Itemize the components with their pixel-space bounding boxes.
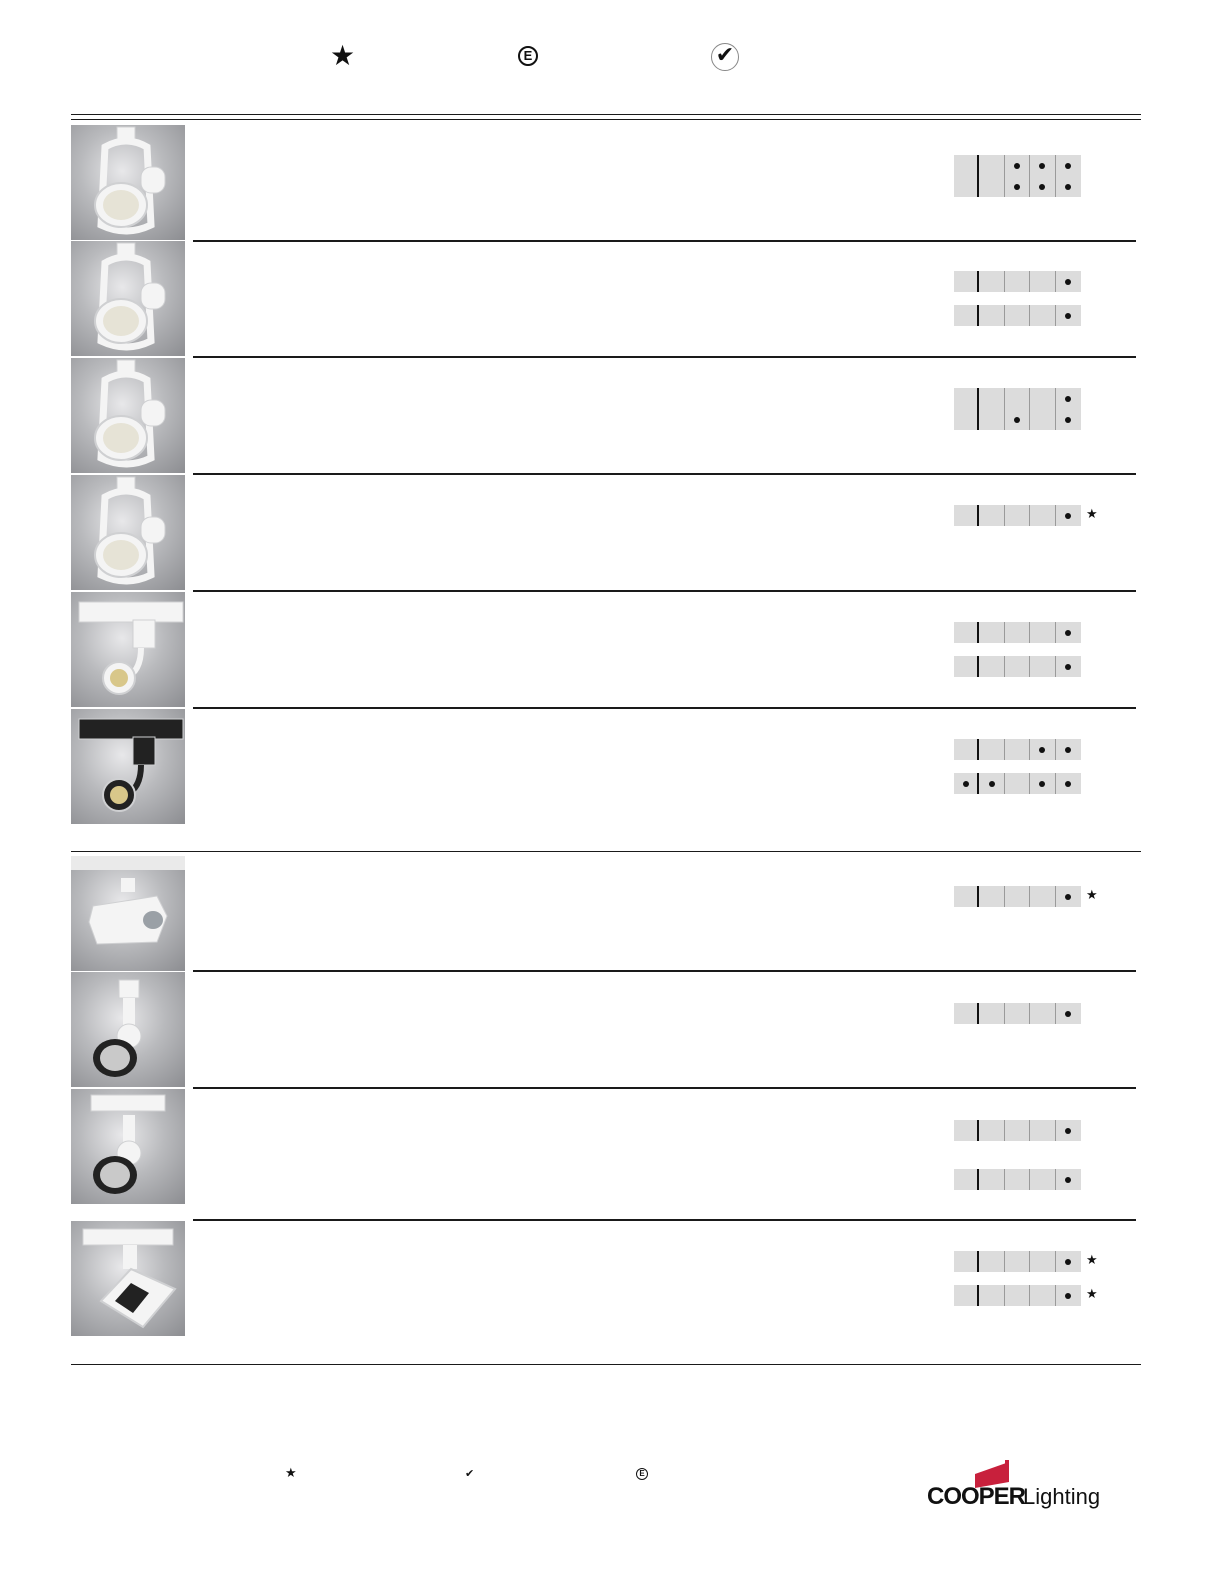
fixture-illustration bbox=[71, 358, 185, 473]
grid-cell bbox=[1005, 886, 1030, 907]
grid-row bbox=[954, 409, 1081, 430]
grid-cell bbox=[954, 739, 979, 760]
availability-dot bbox=[1065, 664, 1071, 670]
logo-name-light: Lighting bbox=[1023, 1484, 1101, 1509]
grid-cell bbox=[1005, 176, 1030, 197]
compatibility-grid bbox=[954, 739, 1081, 760]
availability-dot bbox=[1065, 417, 1071, 423]
availability-dot bbox=[1065, 1259, 1071, 1265]
grid-cell bbox=[979, 739, 1004, 760]
grid-cell bbox=[1030, 1120, 1055, 1141]
grid-cell bbox=[1030, 409, 1055, 430]
grid-cell bbox=[1030, 622, 1055, 643]
availability-dot bbox=[1014, 184, 1020, 190]
check-icon: ✔ bbox=[711, 43, 739, 71]
grid-cell bbox=[1005, 388, 1030, 409]
grid-cell bbox=[1056, 773, 1081, 794]
grid-cell bbox=[979, 1285, 1004, 1306]
row-divider bbox=[193, 473, 1136, 475]
grid-cell bbox=[1005, 1120, 1030, 1141]
product-thumbnail bbox=[71, 125, 185, 240]
fixture-illustration bbox=[71, 241, 185, 356]
grid-cell bbox=[1030, 505, 1055, 526]
availability-dot bbox=[1065, 1177, 1071, 1183]
availability-dot bbox=[1065, 894, 1071, 900]
grid-cell bbox=[954, 1003, 979, 1024]
section-divider bbox=[71, 851, 1141, 852]
availability-dot bbox=[1039, 184, 1045, 190]
availability-dot bbox=[1065, 396, 1071, 402]
grid-cell bbox=[1005, 305, 1030, 326]
availability-dot bbox=[1065, 313, 1071, 319]
fixture-illustration bbox=[71, 1089, 185, 1204]
grid-row bbox=[954, 886, 1081, 907]
fixture-illustration bbox=[71, 856, 185, 971]
fixture-illustration bbox=[71, 972, 185, 1087]
grid-cell bbox=[1030, 886, 1055, 907]
grid-cell bbox=[1056, 886, 1081, 907]
row-divider bbox=[193, 590, 1136, 592]
grid-cell bbox=[1056, 1169, 1081, 1190]
grid-cell bbox=[1005, 656, 1030, 677]
row-divider bbox=[193, 1219, 1136, 1221]
grid-cell bbox=[979, 656, 1004, 677]
grid-cell bbox=[979, 886, 1004, 907]
grid-row bbox=[954, 1003, 1081, 1024]
grid-row bbox=[954, 1251, 1081, 1272]
grid-cell bbox=[1030, 155, 1055, 176]
grid-row bbox=[954, 176, 1081, 197]
availability-dot bbox=[1065, 1128, 1071, 1134]
star-icon: ★ bbox=[1086, 1253, 1098, 1268]
grid-row bbox=[954, 656, 1081, 677]
grid-cell bbox=[979, 388, 1004, 409]
grid-cell bbox=[1005, 505, 1030, 526]
compatibility-grid bbox=[954, 155, 1081, 197]
grid-cell bbox=[1005, 622, 1030, 643]
product-thumbnail bbox=[71, 1089, 185, 1204]
grid-row bbox=[954, 388, 1081, 409]
row-divider bbox=[193, 240, 1136, 242]
grid-cell bbox=[954, 1120, 979, 1141]
grid-cell bbox=[1056, 622, 1081, 643]
compatibility-grid bbox=[954, 622, 1081, 643]
grid-cell bbox=[1030, 305, 1055, 326]
fixture-illustration bbox=[71, 592, 185, 707]
grid-cell bbox=[954, 271, 979, 292]
grid-row bbox=[954, 773, 1081, 794]
fixture-illustration bbox=[71, 709, 185, 824]
grid-cell bbox=[1056, 176, 1081, 197]
grid-cell bbox=[1056, 271, 1081, 292]
grid-row bbox=[954, 305, 1081, 326]
grid-cell bbox=[954, 505, 979, 526]
compatibility-grid bbox=[954, 1003, 1081, 1024]
availability-dot bbox=[1065, 630, 1071, 636]
availability-dot bbox=[1065, 279, 1071, 285]
availability-dot bbox=[989, 781, 995, 787]
check-icon: ✔ bbox=[465, 1467, 475, 1480]
star-icon: ★ bbox=[285, 1466, 297, 1481]
compatibility-grid bbox=[954, 388, 1081, 430]
grid-cell bbox=[1005, 1003, 1030, 1024]
compatibility-grid bbox=[954, 271, 1081, 292]
logo-name-bold: COOPER bbox=[927, 1483, 1026, 1510]
header-rule-2 bbox=[71, 119, 1141, 120]
product-thumbnail bbox=[71, 475, 185, 590]
grid-cell bbox=[1005, 1285, 1030, 1306]
row-divider bbox=[193, 707, 1136, 709]
grid-cell bbox=[1056, 1120, 1081, 1141]
grid-cell bbox=[1005, 1169, 1030, 1190]
compatibility-grid bbox=[954, 1120, 1081, 1141]
header-rule bbox=[71, 114, 1141, 115]
grid-row bbox=[954, 622, 1081, 643]
grid-cell bbox=[979, 176, 1004, 197]
compatibility-grid bbox=[954, 1285, 1081, 1306]
grid-row bbox=[954, 505, 1081, 526]
grid-row bbox=[954, 1120, 1081, 1141]
row-divider bbox=[193, 1087, 1136, 1089]
grid-cell bbox=[1005, 773, 1030, 794]
cooper-lighting-logo bbox=[927, 1460, 1117, 1510]
availability-dot bbox=[1065, 1011, 1071, 1017]
grid-cell bbox=[1005, 155, 1030, 176]
availability-dot bbox=[1065, 1293, 1071, 1299]
product-thumbnail bbox=[71, 241, 185, 356]
grid-row bbox=[954, 271, 1081, 292]
energy-icon: E bbox=[636, 1468, 648, 1480]
grid-cell bbox=[1056, 505, 1081, 526]
grid-cell bbox=[979, 409, 1004, 430]
availability-dot bbox=[1065, 781, 1071, 787]
availability-dot bbox=[1039, 781, 1045, 787]
grid-cell bbox=[1030, 1003, 1055, 1024]
grid-cell bbox=[979, 1003, 1004, 1024]
grid-cell bbox=[954, 656, 979, 677]
grid-row bbox=[954, 1169, 1081, 1190]
grid-cell bbox=[1005, 1251, 1030, 1272]
grid-cell bbox=[954, 773, 979, 794]
compatibility-grid bbox=[954, 505, 1081, 526]
grid-row bbox=[954, 739, 1081, 760]
grid-cell bbox=[1030, 739, 1055, 760]
compatibility-grid bbox=[954, 773, 1081, 794]
star-icon: ★ bbox=[1086, 1287, 1098, 1302]
fixture-illustration bbox=[71, 1221, 185, 1336]
compatibility-grid bbox=[954, 886, 1081, 907]
grid-cell bbox=[1056, 155, 1081, 176]
fixture-illustration bbox=[71, 125, 185, 240]
grid-cell bbox=[979, 155, 1004, 176]
grid-cell bbox=[954, 388, 979, 409]
grid-cell bbox=[1030, 656, 1055, 677]
grid-cell bbox=[979, 305, 1004, 326]
grid-cell bbox=[979, 1169, 1004, 1190]
compatibility-grid bbox=[954, 305, 1081, 326]
grid-cell bbox=[954, 409, 979, 430]
grid-cell bbox=[979, 1251, 1004, 1272]
grid-cell bbox=[1030, 1169, 1055, 1190]
product-thumbnail bbox=[71, 592, 185, 707]
grid-cell bbox=[1005, 271, 1030, 292]
grid-cell bbox=[979, 773, 1004, 794]
grid-cell bbox=[1005, 739, 1030, 760]
star-icon: ★ bbox=[330, 39, 356, 72]
availability-dot bbox=[1014, 417, 1020, 423]
grid-cell bbox=[1030, 271, 1055, 292]
grid-cell bbox=[954, 1251, 979, 1272]
grid-cell bbox=[1030, 1251, 1055, 1272]
grid-cell bbox=[954, 305, 979, 326]
grid-cell bbox=[1030, 388, 1055, 409]
compatibility-grid bbox=[954, 1169, 1081, 1190]
availability-dot bbox=[963, 781, 969, 787]
grid-cell bbox=[1056, 388, 1081, 409]
row-divider bbox=[193, 356, 1136, 358]
footer-rule bbox=[71, 1364, 1141, 1365]
grid-cell bbox=[954, 1169, 979, 1190]
availability-dot bbox=[1065, 184, 1071, 190]
availability-dot bbox=[1065, 513, 1071, 519]
grid-cell bbox=[1056, 739, 1081, 760]
grid-cell bbox=[1030, 176, 1055, 197]
availability-dot bbox=[1065, 747, 1071, 753]
product-thumbnail bbox=[71, 856, 185, 971]
grid-cell bbox=[979, 622, 1004, 643]
energy-icon: E bbox=[518, 46, 538, 66]
grid-cell bbox=[954, 155, 979, 176]
availability-dot bbox=[1065, 163, 1071, 169]
product-thumbnail bbox=[71, 1221, 185, 1336]
grid-cell bbox=[954, 886, 979, 907]
compatibility-grid bbox=[954, 1251, 1081, 1272]
grid-cell bbox=[1056, 1285, 1081, 1306]
grid-cell bbox=[954, 1285, 979, 1306]
grid-cell bbox=[1056, 1003, 1081, 1024]
star-icon: ★ bbox=[1086, 888, 1098, 903]
grid-cell bbox=[1030, 773, 1055, 794]
availability-dot bbox=[1039, 747, 1045, 753]
grid-cell bbox=[1005, 409, 1030, 430]
grid-cell bbox=[1056, 409, 1081, 430]
product-thumbnail bbox=[71, 972, 185, 1087]
grid-cell bbox=[954, 176, 979, 197]
fixture-illustration bbox=[71, 475, 185, 590]
grid-cell bbox=[954, 622, 979, 643]
availability-dot bbox=[1014, 163, 1020, 169]
availability-dot bbox=[1039, 163, 1045, 169]
row-divider bbox=[193, 970, 1136, 972]
grid-row bbox=[954, 1285, 1081, 1306]
grid-cell bbox=[979, 505, 1004, 526]
grid-cell bbox=[1056, 656, 1081, 677]
product-thumbnail bbox=[71, 709, 185, 824]
grid-cell bbox=[979, 1120, 1004, 1141]
compatibility-grid bbox=[954, 656, 1081, 677]
grid-row bbox=[954, 155, 1081, 176]
product-thumbnail bbox=[71, 358, 185, 473]
grid-cell bbox=[1056, 305, 1081, 326]
star-icon: ★ bbox=[1086, 507, 1098, 522]
grid-cell bbox=[1030, 1285, 1055, 1306]
grid-cell bbox=[1056, 1251, 1081, 1272]
grid-cell bbox=[979, 271, 1004, 292]
